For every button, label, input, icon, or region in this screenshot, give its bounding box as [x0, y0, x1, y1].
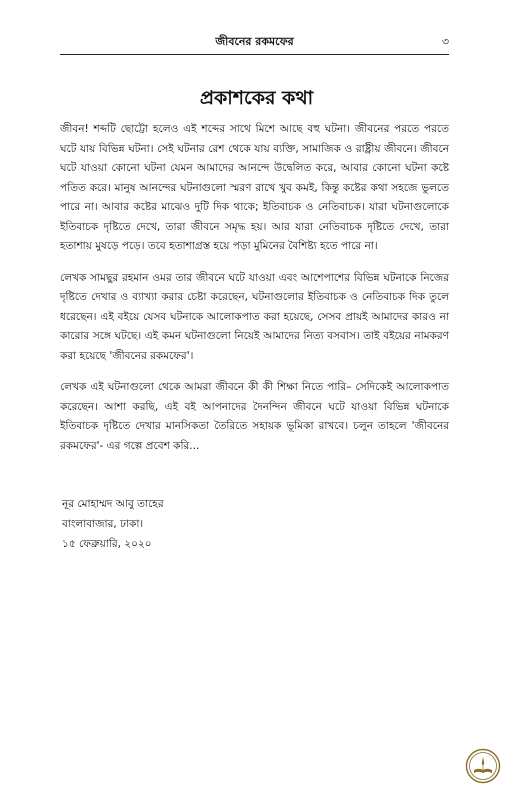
book-emblem-icon: [465, 748, 501, 784]
paragraph-2: লেখক সামছুর রহমান ওমর তার জীবনে ঘটে যাওয়া এবং আশেপাশের বিভিন্ন ঘটনাকে নিজের দৃষ্টিতে দেখার ও ব্যাখ্যা করার চেষ্টা করেছেন, ঘটনাগুলোর ইতিবাচক ও নেতিবাচক দিক তুলে ধরেছেন। এই বইয়ে যেসব ঘটনাকে আলোকপাত করা হয়েছে, সেসব প্রায়ই আমাদের কারও না কারোর সঙ্গে ঘটছে। এই কমন ঘটনাগুলো নিয়েই আমাদের নিত্য বসবাস। তাই বইয়ের নামকরণ করা হয়েছে 'জীবনের রকমফের'।: [60, 271, 449, 362]
signature-block: [62, 494, 164, 554]
header-divider: [60, 54, 449, 55]
body-text: [60, 120, 449, 468]
signature-date: ১৫ ফেব্রুয়ারি, ২০২০: [62, 538, 152, 550]
header-title: জীবনের রকমফের: [215, 35, 294, 48]
page-number: ৩: [441, 35, 449, 48]
running-header: [60, 33, 449, 51]
section-title: প্রকাশকের কথা: [199, 87, 314, 109]
paragraph-1: জীবন! শব্দটি ছোট্টো হলেও এই শব্দের সাথে মিশে আছে বহু ঘটনা। জীবনের পরতে পরতে ঘটে যায় বিভিন্ন ঘটনা। সেই ঘটনার রেশ থেকে যায় ব্যক্তি, সামাজিক ও রাষ্ট্রীয় জীবনে। জীবনে ঘটে যাওয়া কোনো ঘটনা যেমন আমাদের আনন্দে উদ্বেলিত করে, আবার কোনো ঘটনা কষ্টে পতিত করে। মানুষ আনন্দের ঘটনাগুলো স্মরণ রাখে খুব কমই, কিন্তু কষ্টের কথা সহজে ভুলতে পারে না। আবার কষ্টের মাঝেও দুটি দিক থাকে; ইতিবাচক ও নেতিবাচক। যারা ঘটনাগুলোকে ইতিবাচক দৃষ্টিতে দেখে, তারা জীবনে সমৃদ্ধ হয়। আর যারা নেতিবাচক দৃষ্টিতে দেখে, তারা হতাশায় মুষড়ে পড়ে। তবে হতাশাগ্রস্ত হয়ে পড়া মুমিনের বৈশিষ্ট্য হতে পারে না।: [60, 123, 449, 252]
paragraph-3: লেখক এই ঘটনাগুলো থেকে আমরা জীবনে কী কী শিক্ষা নিতে পারি– সেদিকেই আলোকপাত করেছেন। আশা করছি, এই বই আপনাদের দৈনন্দিন জীবনে ঘটে যাওয়া বিভিন্ন ঘটনাকে ইতিবাচক দৃষ্টিতে দেখার মানসিকতা তৈরিতে সহায়ক ভূমিকা রাখবে। চলুন তাহলে 'জীবনের রকমফের'- এর গল্পে প্রবেশ করি...: [60, 381, 449, 452]
signature-name: নূর মোহাম্মদ আবু তাহের: [62, 498, 164, 510]
signature-place: বাংলাবাজার, ঢাকা।: [62, 518, 144, 530]
